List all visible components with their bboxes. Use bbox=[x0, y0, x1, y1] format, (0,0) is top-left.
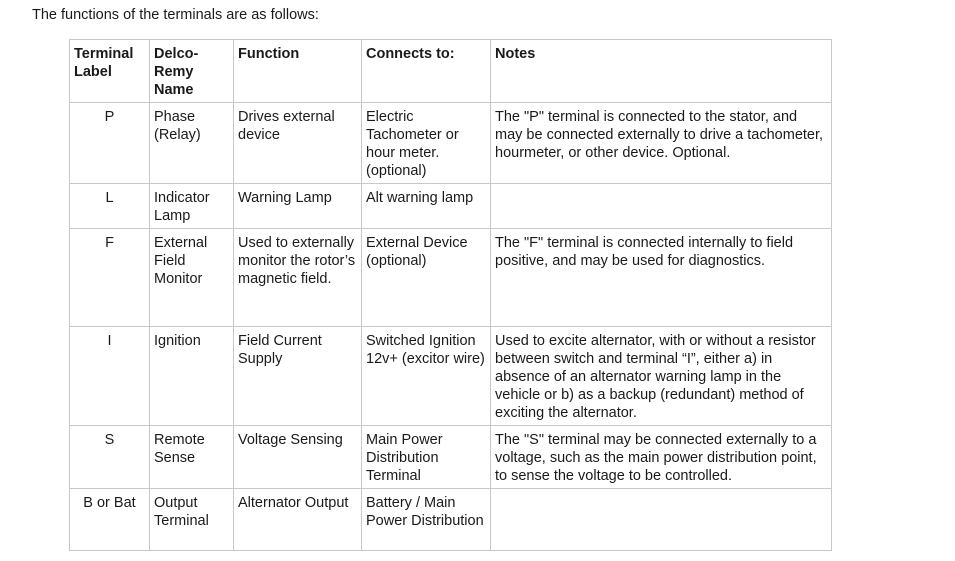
function-cell: Field Current Supply bbox=[234, 327, 362, 426]
terminal-label-cell: B or Bat bbox=[70, 489, 150, 551]
header-notes: Notes bbox=[491, 40, 832, 103]
intro-text: The functions of the terminals are as follows: bbox=[32, 7, 319, 23]
notes-cell: The "F" terminal is connected internally to field positive, and may be used for diagnostics. bbox=[491, 229, 832, 327]
delco-name-cell: Phase (Relay) bbox=[150, 103, 234, 184]
table-row bbox=[70, 426, 832, 489]
function-cell: Used to externally monitor the rotor’s magnetic field. bbox=[234, 229, 362, 327]
header-function: Function bbox=[234, 40, 362, 103]
table-row bbox=[70, 489, 832, 551]
connects-to-cell: External Device (optional) bbox=[362, 229, 491, 327]
header-connects-to: Connects to: bbox=[362, 40, 491, 103]
table-row bbox=[70, 184, 832, 229]
notes-cell: Used to excite alternator, with or without a resistor between switch and terminal “I”, either a) in absence of an alternator warning lamp in the vehicle or b) as a backup (redundant) method of exciting the alternator. bbox=[491, 327, 832, 426]
terminal-label-cell: I bbox=[70, 327, 150, 426]
table-row bbox=[70, 103, 832, 184]
terminal-functions-table bbox=[69, 39, 832, 551]
table-row bbox=[70, 229, 832, 327]
header-delco-remy-name: Delco-Remy Name bbox=[150, 40, 234, 103]
table-header-row bbox=[70, 40, 832, 103]
delco-name-cell: Remote Sense bbox=[150, 426, 234, 489]
connects-to-cell: Switched Ignition 12v+ (excitor wire) bbox=[362, 327, 491, 426]
terminal-label-cell: P bbox=[70, 103, 150, 184]
notes-cell bbox=[491, 184, 832, 229]
delco-name-cell: Ignition bbox=[150, 327, 234, 426]
connects-to-cell: Main Power Distribution Terminal bbox=[362, 426, 491, 489]
notes-cell bbox=[491, 489, 832, 551]
delco-name-cell: External Field Monitor bbox=[150, 229, 234, 327]
function-cell: Drives external device bbox=[234, 103, 362, 184]
terminal-label-cell: F bbox=[70, 229, 150, 327]
notes-cell: The "P" terminal is connected to the stator, and may be connected externally to drive a tachometer, hourmeter, or other device. Optional. bbox=[491, 103, 832, 184]
connects-to-cell: Alt warning lamp bbox=[362, 184, 491, 229]
terminal-label-cell: L bbox=[70, 184, 150, 229]
function-cell: Alternator Output bbox=[234, 489, 362, 551]
connects-to-cell: Electric Tachometer or hour meter. (optional) bbox=[362, 103, 491, 184]
function-cell: Voltage Sensing bbox=[234, 426, 362, 489]
table-row bbox=[70, 327, 832, 426]
terminal-label-cell: S bbox=[70, 426, 150, 489]
connects-to-cell: Battery / Main Power Distribution bbox=[362, 489, 491, 551]
notes-cell: The "S" terminal may be connected externally to a voltage, such as the main power distribution point, to sense the voltage to be controlled. bbox=[491, 426, 832, 489]
delco-name-cell: Output Terminal bbox=[150, 489, 234, 551]
delco-name-cell: Indicator Lamp bbox=[150, 184, 234, 229]
function-cell: Warning Lamp bbox=[234, 184, 362, 229]
header-terminal-label: Terminal Label bbox=[70, 40, 150, 103]
